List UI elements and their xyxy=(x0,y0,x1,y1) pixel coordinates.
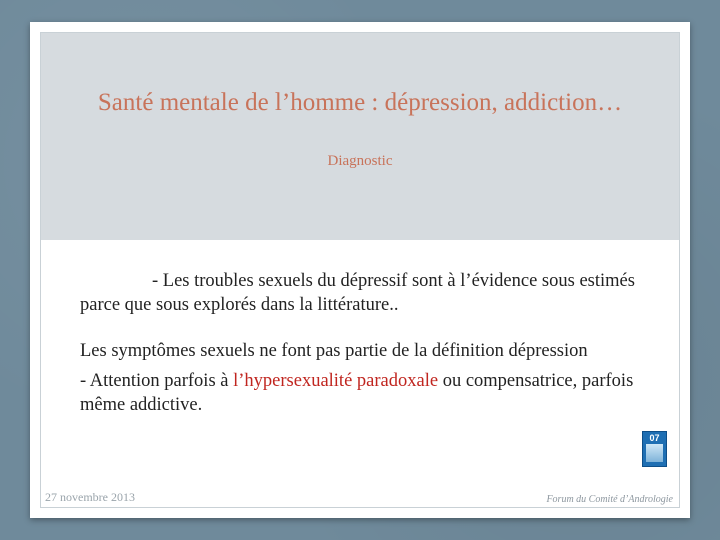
paragraph-1 xyxy=(80,269,659,317)
slide-content xyxy=(80,269,659,439)
paragraph-3-text-before: - Attention parfois à xyxy=(80,371,234,391)
slide xyxy=(30,22,690,518)
highlighted-term: l’hypersexualité paradoxale xyxy=(233,371,439,391)
slide-subtitle: Diagnostic xyxy=(327,153,393,169)
slide-frame xyxy=(40,32,680,508)
footer-date: 27 novembre 2013 xyxy=(45,490,135,504)
slide-title: Santé mentale de l’homme : dépression, addiction… xyxy=(97,89,623,116)
footer-forum: Forum du Comité d’Andrologie xyxy=(546,494,673,505)
paragraph-3-text-after: ou compensatrice, parfois même addictive. xyxy=(80,371,634,415)
paragraph-1-text: - Les troubles sexuels du dépressif sont à l’évidence sous estimés parce que sous explorés dans la littérature.. xyxy=(80,271,635,315)
logo-image xyxy=(646,444,663,462)
paragraph-2: Les symptômes sexuels ne font pas partie de la définition dépression xyxy=(80,341,588,361)
andrology-logo-icon xyxy=(642,431,667,467)
logo-label: 07 xyxy=(649,433,660,443)
paragraph-3 xyxy=(80,369,659,417)
title-band xyxy=(41,33,679,240)
